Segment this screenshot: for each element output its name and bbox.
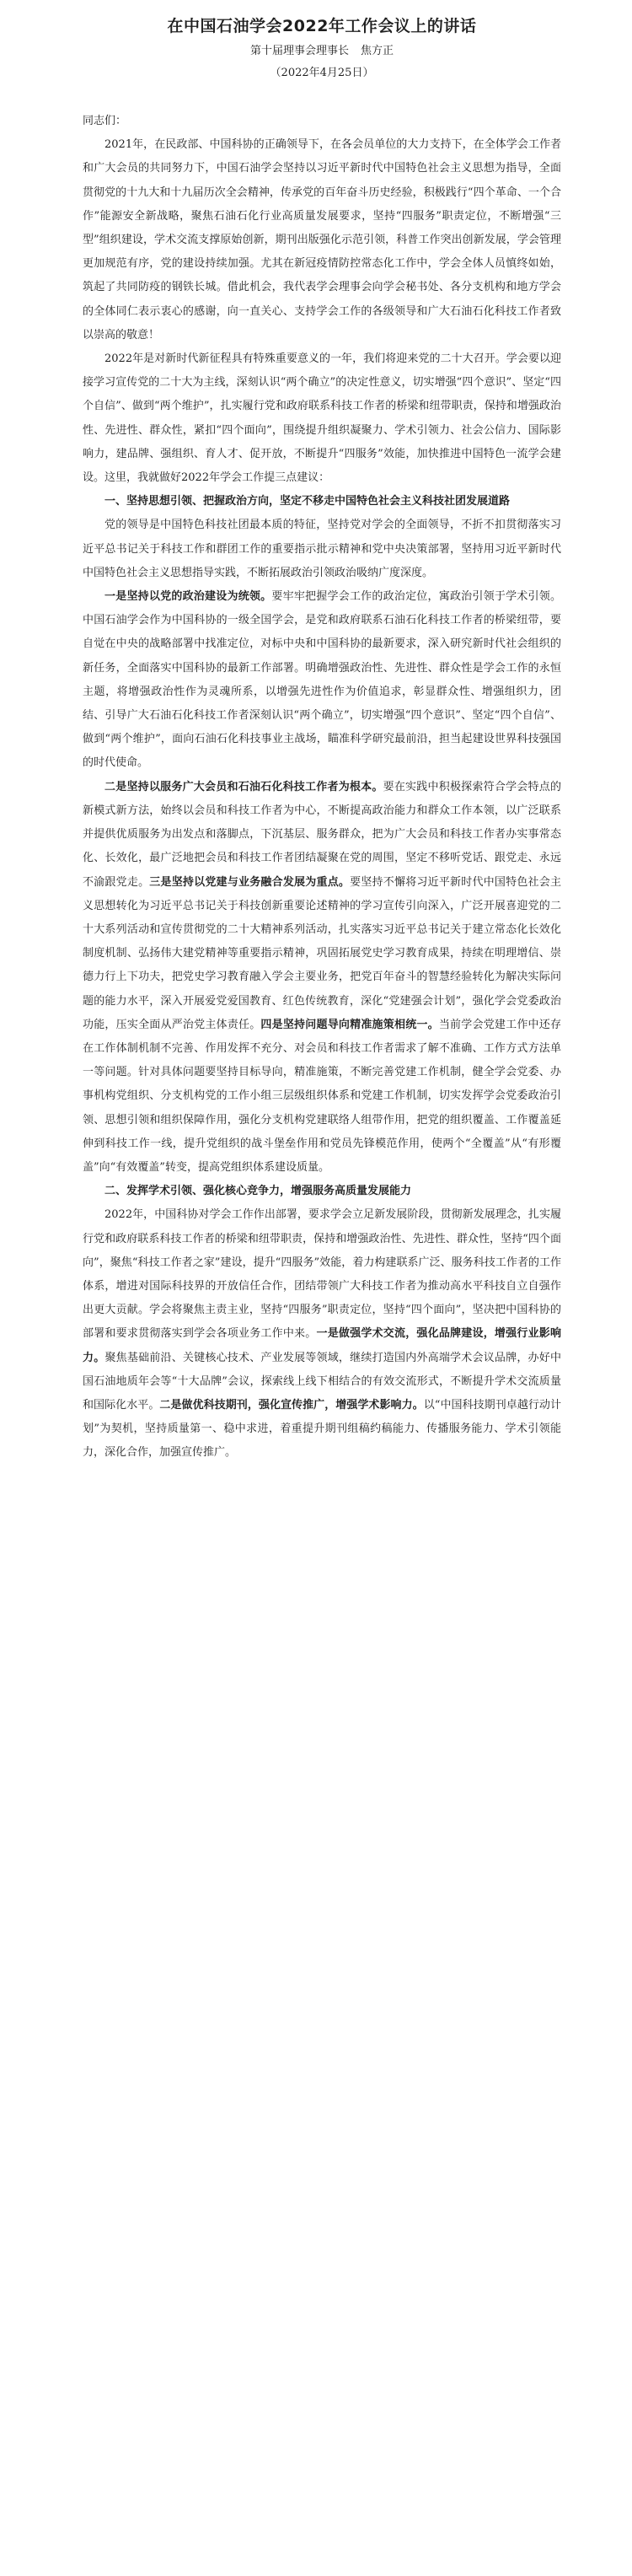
point-body: 当前学会党建工作中还存在工作体制机制不完善、作用发挥不充分、对会员和科技工作者需求了解不准确、工作方式方法单一等问题。针对具体问题要坚持目标导向，精准施策，不断完善党建工作机制，健全学会党委、办事机构党组织、分支机构党的工作小组三层级组织体系和党建工作机制，切实发挥学会党委政治引领、思想引领和组织保障作用，强化分支机构党建联络人组带作用，把党的组织覆盖、工作覆盖延伸到科技工作一线，提升党组织的战斗堡垒作用和党员先锋模范作用，使两个“全覆盖”从“有形覆盖”向“有效覆盖”转变，提高党组织体系建设质量。 [83,1018,561,1174]
byline-role: 第十届理事会理事长 [249,45,349,57]
point-lead: 三是坚持以党建与业务融合发展为重点。 [149,875,351,889]
greeting: 同志们： [83,115,127,127]
point-lead: 二是坚持以服务广大会员和石油石化科技工作者为根本。 [104,780,383,793]
point-lead: 二是做优科技期刊，强化宣传推广，增强学术影响力。 [159,1398,424,1412]
point-body: 要坚持不懈将习近平新时代中国特色社会主义思想转化为习近平总书记关于科技创新重要论述精神的学习宣传引向深入，广泛开展喜迎党的二十大系列活动和宣传贯彻党的二十大精神系列活动，扎实落实习近平总书记关于建立常态化长效化制度机制、弘扬伟大建党精神等重要指示精神，巩固拓展党史学习教育成果，持续在明理增信、崇德力行上下功夫，把党史学习教育融入学会主要业务，把党百年奋斗的智慧经验转化为解决实际问题的能力水平，深入开展爱党爱国教育、红色传统教育，深化“党建强会计划”，强化学会党委政治功能，压实全面从严治党主体责任。 [83,875,561,1031]
byline-name: 焦方正 [361,45,394,57]
speech-date: （2022年4月25日） [270,67,374,79]
section-1-heading: 一、坚持思想引领、把握政治方向，坚定不移走中国特色社会主义科技社团发展道路 [104,495,511,508]
intro-paragraph-1: 2021年，在民政部、中国科协的正确领导下，在各会员单位的大力支持下，在全体学会工作者和广大会员的共同努力下，中国石油学会坚持以习近平新时代中国特色社会主义思想为指导，全面贯彻党的十九大和十九届历次全会精神，传承党的百年奋斗历史经验，积极践行“四个革命、一个合作”能源安全新战略，聚焦石油石化行业高质量发展要求，坚持“四服务”职责定位，不断增强“三型”组织建设，学术交流支撑原始创新，期刊出版强化示范引领，科普工作突出创新发展，学会管理更加规范有序，党的建设持续加强。尤其在新冠疫情防控常态化工作中，学会全体人员慎终如始，筑起了共同防疫的钢铁长城。借此机会，我代表学会理事会向学会秘书处、各分支机构和地方学会的全体同仁表示衷心的感谢，向一直关心、支持学会工作的各级领导和广大石油石化科技工作者致以崇高的敬意！ [83,138,561,341]
point-body: 以“中国科技期刊卓越行动计划”为契机，坚持质量第一、稳中求进，着重提升期刊组稿约稿能力、传播服务能力、学术引领能力，深化合作，加强宣传推广。 [83,1398,561,1460]
section-1-paragraph-1: 党的领导是中国特色科技社团最本质的特征，坚持党对学会的全面领导，不折不扣贯彻落实习近平总书记关于科技工作和群团工作的重要指示批示精神和党中央决策部署，坚持用习近平新时代中国特色社会主义思想指导实践，不断拓展政治引领政治吸纳广度深度。 [83,519,561,579]
byline [83,40,561,62]
point-body: 2022年，中国科协对学会工作作出部署，要求学会立足新发展阶段，贯彻新发展理念，扎实履行党和政府联系科技工作者的桥梁和纽带职责，保持和增强政治性、先进性、群众性，坚持“四个面向”，聚焦“科技工作者之家”建设，提升“四服务”效能，着力构建联系广泛、服务科技工作者的工作体系，增进对国际科技界的开放信任合作，团结带领广大科技工作者为推动高水平科技自立自强作出更大贡献。学会将聚焦主责主业，坚持“四服务”职责定位，坚持“四个面向”，坚决把中国科协的部署和要求贯彻落实到学会各项业务工作中来。 [83,1208,561,1341]
section-2-paragraph-1 [83,1203,561,1465]
point-lead: 一是坚持以党的政治建设为统领。 [104,590,272,604]
point-body: 要牢牢把握学会工作的政治定位，寓政治引领于学术引领。中国石油学会作为中国科协的一级全国学会，是党和政府联系石油石化科技工作者的桥梁纽带，要自觉在中央的战略部署中找准定位，对标中央和中国科协的最新要求，深入研究新时代社会组织的新任务，全面落实中国科协的最新工作部署。明确增强政治性、先进性、群众性是学会工作的永恒主题，将增强政治性作为灵魂所系，以增强先进性作为价值追求，彰显群众性、增强组织力，团结、引导广大石油石化科技工作者深刻认识“两个确立”，切实增强“四个意识”、坚定“四个自信”、做到“两个维护”，面向石油石化科技事业主战场，瞄准科学研究最前沿，担当起建设世界科技强国的时代使命。 [83,590,561,770]
point-body: 聚焦基础前沿、关键核心技术、产业发展等领域，继续打造国内外高端学术会议品牌，办好中国石油地质年会等“十大品牌”会议，探索线上线下相结合的有效交流形式，不断提升学术交流质量和国际化水平。 [83,1351,561,1412]
section-1-paragraph-3 [83,776,561,1180]
document-title: 在中国石油学会2022年工作会议上的讲话 [167,17,477,35]
point-lead: 一是做强学术交流，强化品牌建设，增强行业影响力。 [83,1327,561,1364]
point-lead: 四是坚持问题导向精准施策相统一。 [260,1018,439,1031]
intro-paragraph-2: 2022年是对新时代新征程具有特殊重要意义的一年，我们将迎来党的二十大召开。学会要以迎接学习宣传党的二十大为主线，深刻认识“两个确立”的决定性意义，切实增强“四个意识”、坚定“四个自信”、做到“两个维护”，扎实履行党和政府联系科技工作者的桥梁和纽带职责，保持和增强政治性、先进性、群众性，紧扣“四个面向”，围绕提升组织凝聚力、学术引领力、社会公信力、国际影响力，建品牌、强组织、育人才、促开放，不断提升“四服务”效能，加快推进中国特色一流学会建设。这里，我就做好2022年学会工作提三点建议： [83,352,561,485]
section-1-paragraph-2 [83,585,561,776]
section-2-heading: 二、发挥学术引领、强化核心竞争力，增强服务高质量发展能力 [104,1185,412,1198]
point-body: 要在实践中积极探索符合学会特点的新模式新方法，始终以会员和科技工作者为中心，不断提高政治能力和群众工作本领，以广泛联系并提供优质服务为出发点和落脚点，下沉基层、服务群众，把为广大会员和科技工作者办实事常态化、长效化，最广泛地把会员和科技工作者团结凝聚在党的周围，坚定不移听党话、跟党走、永远不渝跟党走。 [83,780,561,889]
